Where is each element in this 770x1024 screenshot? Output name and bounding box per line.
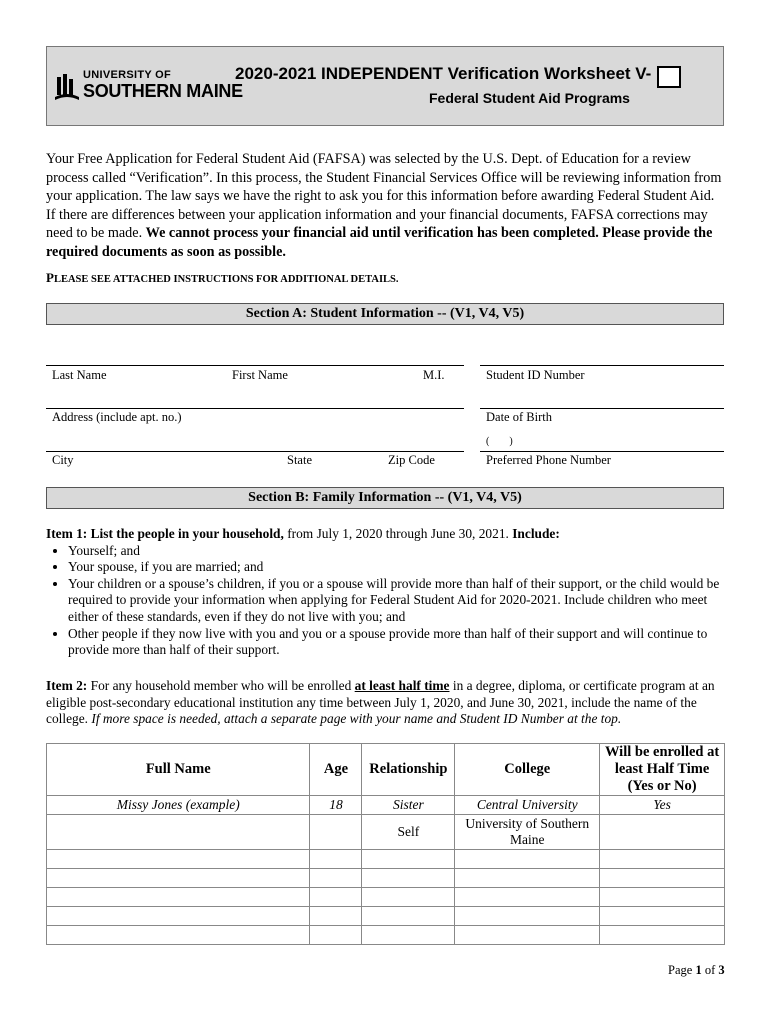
intro-text: Your Free Application for Federal Student Aid (FAFSA) was selected by the U.S. Dept. of Education for a review process called “Verification”. In this process, the Student Financial Services Office will be reviewing information from your application. The law says we have the right to ask you for this information before awarding Federal Student Aid. If there are differences between your application information and your financial documents, FAFSA corrections may need to be made. — [46, 151, 722, 241]
cell[interactable] — [600, 926, 725, 945]
page-total: 3 — [718, 963, 725, 977]
student-id-label: Student ID Number — [486, 368, 585, 382]
see-instructions-rest: LEASE SEE ATTACHED INSTRUCTIONS FOR ADDITIONAL DETAILS. — [53, 274, 399, 285]
table-row — [47, 850, 725, 869]
cell[interactable] — [47, 926, 310, 945]
cell[interactable] — [362, 850, 455, 869]
section-a-header: Section A: Student Information -- (V1, V4, V5) — [46, 303, 724, 325]
item-2-half-time: at least half time — [354, 678, 450, 693]
household-table — [46, 743, 725, 945]
see-instructions — [46, 270, 399, 286]
example-relationship: Sister — [362, 796, 455, 815]
example-age: 18 — [310, 796, 362, 815]
item-1-list — [46, 543, 726, 659]
self-relationship: Self — [362, 815, 455, 850]
cell[interactable] — [310, 907, 362, 926]
list-item: • Your spouse, if you are married; and — [68, 559, 726, 576]
table-row-self — [47, 815, 725, 850]
cell[interactable] — [310, 888, 362, 907]
cell[interactable] — [310, 850, 362, 869]
self-name-cell[interactable] — [47, 815, 310, 850]
cell[interactable] — [362, 888, 455, 907]
item-1-dates: from July 1, 2020 through June 30, 2021. — [283, 526, 513, 541]
cell[interactable] — [47, 907, 310, 926]
col-college: College — [455, 744, 600, 796]
page-current: 1 — [695, 963, 702, 977]
col-relationship: Relationship — [362, 744, 455, 796]
first-name-label: First Name — [232, 368, 288, 382]
cell[interactable] — [455, 907, 600, 926]
state-label: State — [287, 453, 312, 467]
usm-logo-icon — [55, 73, 79, 103]
city-line[interactable] — [46, 451, 464, 452]
item-1-include: Include: — [512, 526, 560, 541]
see-instructions-initial: P — [46, 270, 54, 285]
example-name: Missy Jones (example) — [47, 796, 310, 815]
item-2-block — [46, 678, 726, 728]
table-row — [47, 907, 725, 926]
cell[interactable] — [455, 888, 600, 907]
cell[interactable] — [600, 850, 725, 869]
example-half-time: Yes — [600, 796, 725, 815]
address-label: Address (include apt. no.) — [52, 410, 182, 424]
cell[interactable] — [362, 907, 455, 926]
phone-area-code: ( ) — [486, 436, 513, 447]
cell[interactable] — [47, 850, 310, 869]
city-label: City — [52, 453, 74, 467]
col-age: Age — [310, 744, 362, 796]
cell[interactable] — [600, 888, 725, 907]
usm-logo — [55, 67, 243, 107]
page-title: 2020-2021 INDEPENDENT Verification Worksheet V- — [235, 64, 652, 83]
page-number — [668, 963, 725, 978]
cell[interactable] — [47, 869, 310, 888]
table-row — [47, 869, 725, 888]
table-header-row — [47, 744, 725, 796]
section-b-header: Section B: Family Information -- (V1, V4, V5) — [46, 487, 724, 509]
self-half-time-cell[interactable] — [600, 815, 725, 850]
phone-line[interactable] — [480, 451, 724, 452]
dob-label: Date of Birth — [486, 410, 552, 424]
example-college: Central University — [455, 796, 600, 815]
cell[interactable] — [362, 869, 455, 888]
cell[interactable] — [455, 926, 600, 945]
self-age-cell[interactable] — [310, 815, 362, 850]
mi-label: M.I. — [423, 368, 445, 382]
zip-label: Zip Code — [388, 453, 435, 467]
list-item: • Your children or a spouse’s children, if you or a spouse will provide more than half of their support, or the child would be required to provide your information when applying for Federal Student Aid for 2020-2021. Include children who meet either of these standards, even if they do not live with you; and — [68, 576, 726, 626]
page-subtitle: Federal Student Aid Programs — [429, 90, 630, 106]
page-prefix: Page — [668, 963, 696, 977]
page-of: of — [701, 963, 719, 977]
phone-label: Preferred Phone Number — [486, 453, 611, 467]
col-half-time: Will be enrolled at least Half Time (Yes or No) — [600, 744, 725, 796]
cell[interactable] — [310, 869, 362, 888]
cell[interactable] — [600, 869, 725, 888]
col-full-name: Full Name — [47, 744, 310, 796]
cell[interactable] — [310, 926, 362, 945]
item-2-note: If more space is needed, attach a separate page with your name and Student ID Number at the top. — [91, 711, 622, 727]
intro-bold-text: We cannot process your financial aid until verification has been completed. Please provide the required documents as soon as possible. — [46, 225, 713, 260]
item-2-text-a: For any household member who will be enrolled — [87, 678, 355, 693]
dob-line[interactable] — [480, 408, 724, 409]
intro-paragraph — [46, 150, 726, 261]
item-1-lead: Item 1: List the people in your household, — [46, 526, 284, 541]
item-1-block — [46, 526, 726, 659]
logo-line-1: UNIVERSITY OF — [83, 69, 172, 81]
version-checkbox[interactable] — [657, 66, 681, 88]
logo-line-2: SOUTHERN MAINE — [83, 81, 243, 101]
table-row-example — [47, 796, 725, 815]
name-line[interactable] — [46, 365, 464, 366]
form-header — [46, 46, 724, 126]
cell[interactable] — [362, 926, 455, 945]
self-college: University of Southern Maine — [455, 815, 600, 850]
item-1-heading — [46, 526, 726, 543]
list-item: • Yourself; and — [68, 543, 726, 560]
table-row — [47, 888, 725, 907]
table-row — [47, 926, 725, 945]
cell[interactable] — [455, 850, 600, 869]
last-name-label: Last Name — [52, 368, 107, 382]
list-item: • Other people if they now live with you and you or a spouse provide more than half of their support and will continue to provide more than half of their support. — [68, 626, 726, 659]
cell[interactable] — [455, 869, 600, 888]
cell[interactable] — [600, 907, 725, 926]
student-id-line[interactable] — [480, 365, 724, 366]
item-2-text-b: in a degree, diploma, or certificate program at an eligible post-secondary educational institution any time between July 1, 2020, and June 30, 2021, include the name of the college. — [46, 678, 715, 727]
cell[interactable] — [47, 888, 310, 907]
address-line[interactable] — [46, 408, 464, 409]
item-2-lead: Item 2: — [46, 678, 88, 693]
